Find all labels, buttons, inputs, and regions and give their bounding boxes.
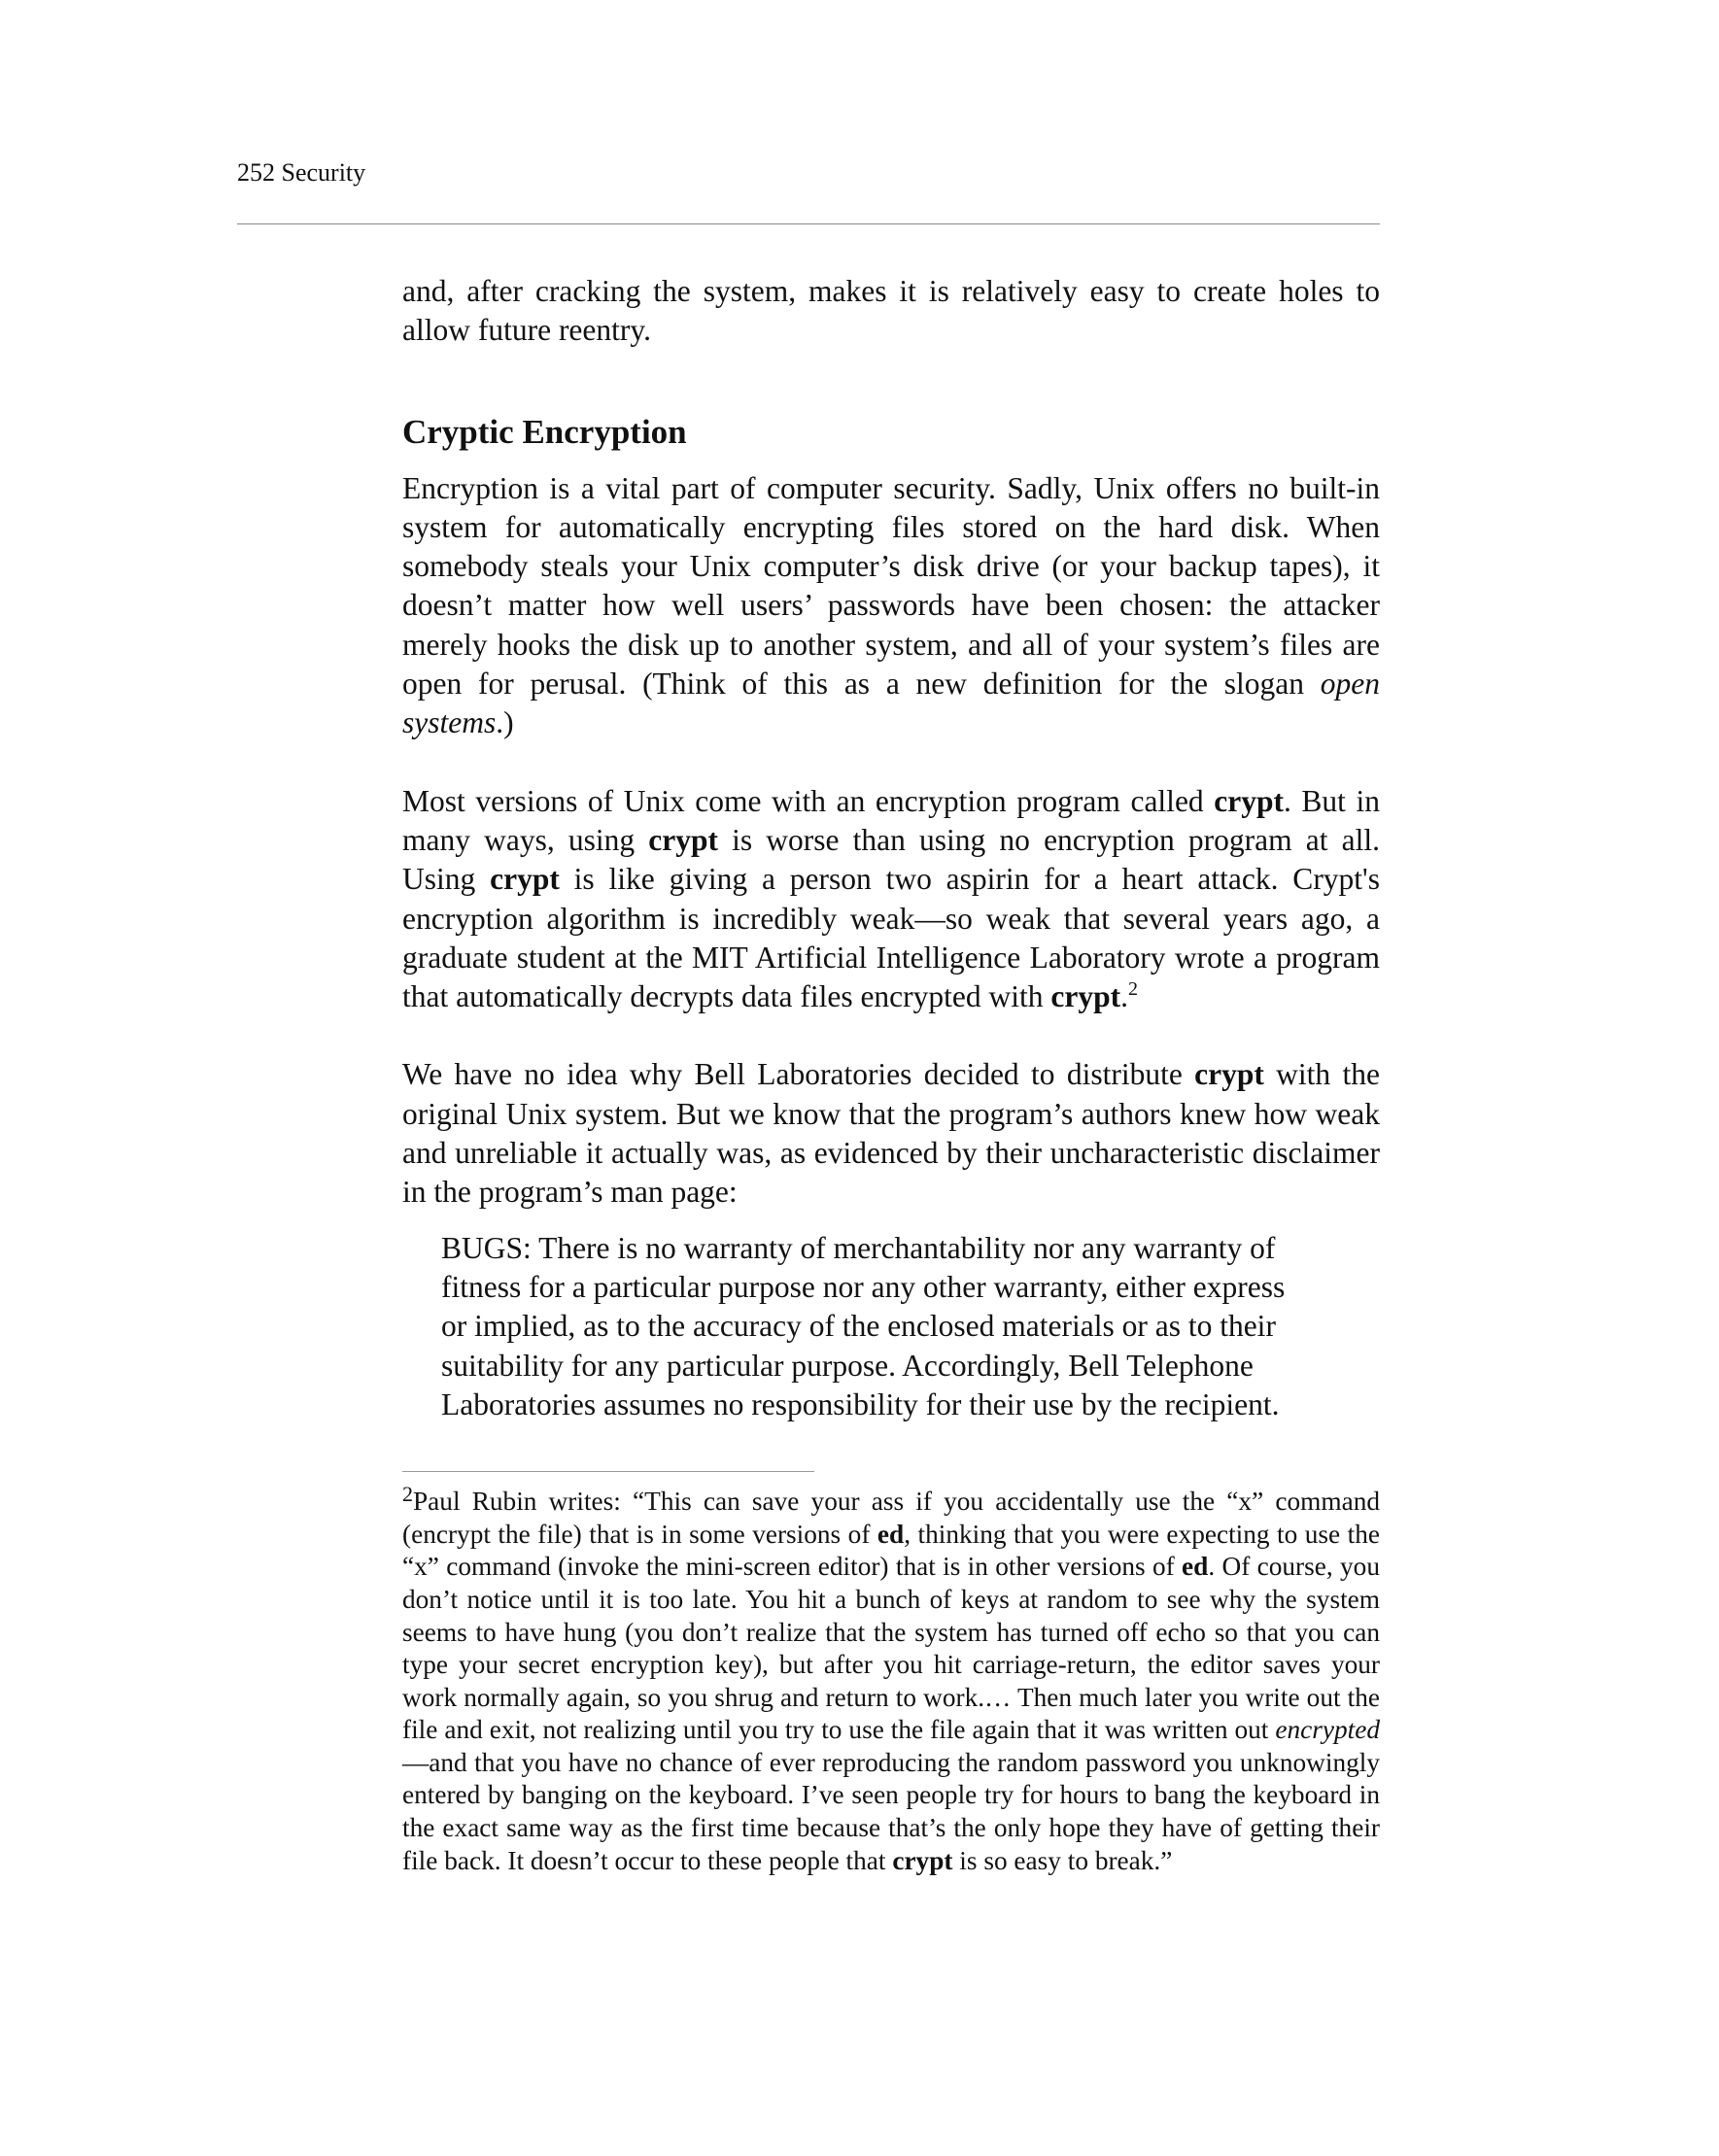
quote-line: BUGS: There is no warranty of merchantability nor any warranty of xyxy=(441,1230,1276,1265)
quote-line: or implied, as to the accuracy of the enclosed materials or as to their xyxy=(441,1309,1276,1344)
footnote xyxy=(402,1482,1380,1877)
command-ed: ed xyxy=(877,1519,905,1549)
text-span: . But in many ways, using xyxy=(402,783,1381,857)
block-quote-bugs xyxy=(441,1229,1349,1424)
section-title: Cryptic Encryption xyxy=(402,412,687,451)
text-span: Paul Rubin writes: “This can save your ass if you accidentally use the “x” command (encrypt the file) that is in some versions of xyxy=(402,1487,1380,1549)
paragraph-bell-labs xyxy=(402,1055,1380,1212)
text-span: . xyxy=(1120,979,1129,1014)
command-ed: ed xyxy=(1182,1552,1209,1582)
paragraph-intro: and, after cracking the system, makes it is relatively easy to create holes to allow future reentry. xyxy=(402,274,1380,348)
command-crypt: crypt xyxy=(490,862,560,897)
text-span: is like giving a person two aspirin for a heart attack. Crypt's encryption algorithm is incredibly weak—so weak that several years ago, a graduate student at the MIT Artificial Intelligence Laboratory wrote a program that automatically decrypts data files encrypted with xyxy=(402,862,1380,1014)
quote-line: Laboratories assumes no responsibility for their use by the recipient. xyxy=(441,1386,1280,1421)
command-crypt: crypt xyxy=(648,822,719,857)
text-span: is worse than using no encryption program at all. Using xyxy=(402,822,1380,897)
quote-line: fitness for a particular purpose nor any other warranty, either express xyxy=(441,1269,1286,1304)
header-rule xyxy=(237,223,1380,224)
paragraph-crypt xyxy=(402,782,1380,1017)
command-crypt: crypt xyxy=(1214,783,1284,818)
emphasis-encrypted: encrypted xyxy=(1275,1715,1380,1745)
text-span: Most versions of Unix come with an encryption program called xyxy=(402,783,1215,818)
footnote-marker: 2 xyxy=(402,1482,413,1507)
emphasis-open-systems: open systems xyxy=(402,667,1380,740)
text-span: . Of course, you don’t notice until it is too late. You hit a bunch of keys at random to see why the system seems to have hung (you don’t realize that the system has turned off echo so that you can type your secret encryption key), but after you hit carriage-return, the editor saves your work normally again, so you shrug and return to work.… Then much later you write out the file and exit, not realizing until you try to use the file again that it was written out xyxy=(402,1552,1380,1745)
paragraph-encryption xyxy=(402,469,1380,743)
command-crypt: crypt xyxy=(1050,979,1121,1014)
footnote-reference[interactable]: 2 xyxy=(1128,978,1139,1001)
text-span: We have no idea why Bell Laboratories decided to distribute xyxy=(402,1057,1195,1092)
text-span: is so easy to break.” xyxy=(952,1845,1173,1875)
page-body xyxy=(402,272,1380,1877)
running-head: 252 Security xyxy=(237,158,366,187)
text-span: with the original Unix system. But we know that the program’s authors knew how weak and unreliable it actually was, as evidenced by their uncharacteristic disclaimer in the program’s man page: xyxy=(402,1057,1380,1210)
text-span: Encryption is a vital part of computer security. Sadly, Unix offers no built-in system for automatically encrypting files stored on the hard disk. When somebody steals your Unix computer’s disk drive (or your backup tapes), it doesn’t matter how well users’ passwords have been chosen: the attacker merely hooks the disk up to another system, and all of your system’s files are open for perusal. (Think of this as a new definition for the slogan xyxy=(402,470,1380,702)
quote-line: suitability for any particular purpose. Accordingly, Bell Telephone xyxy=(441,1348,1254,1383)
command-crypt: crypt xyxy=(892,1845,953,1875)
text-span: , thinking that you were expecting to use the “x” command (invoke the mini-screen editor) that is in other versions of xyxy=(402,1519,1380,1582)
text-span: .) xyxy=(496,705,514,740)
command-crypt: crypt xyxy=(1194,1057,1264,1092)
text-span: —and that you have no chance of ever reproducing the random password you unknowingly entered by banging on the keyboard. I’ve seen people try for hours to bang the keyboard in the exact same way as the first time because that’s the only hope they have of getting their file back. It doesn’t occur to these people that xyxy=(402,1747,1380,1875)
footnote-rule xyxy=(402,1471,814,1472)
